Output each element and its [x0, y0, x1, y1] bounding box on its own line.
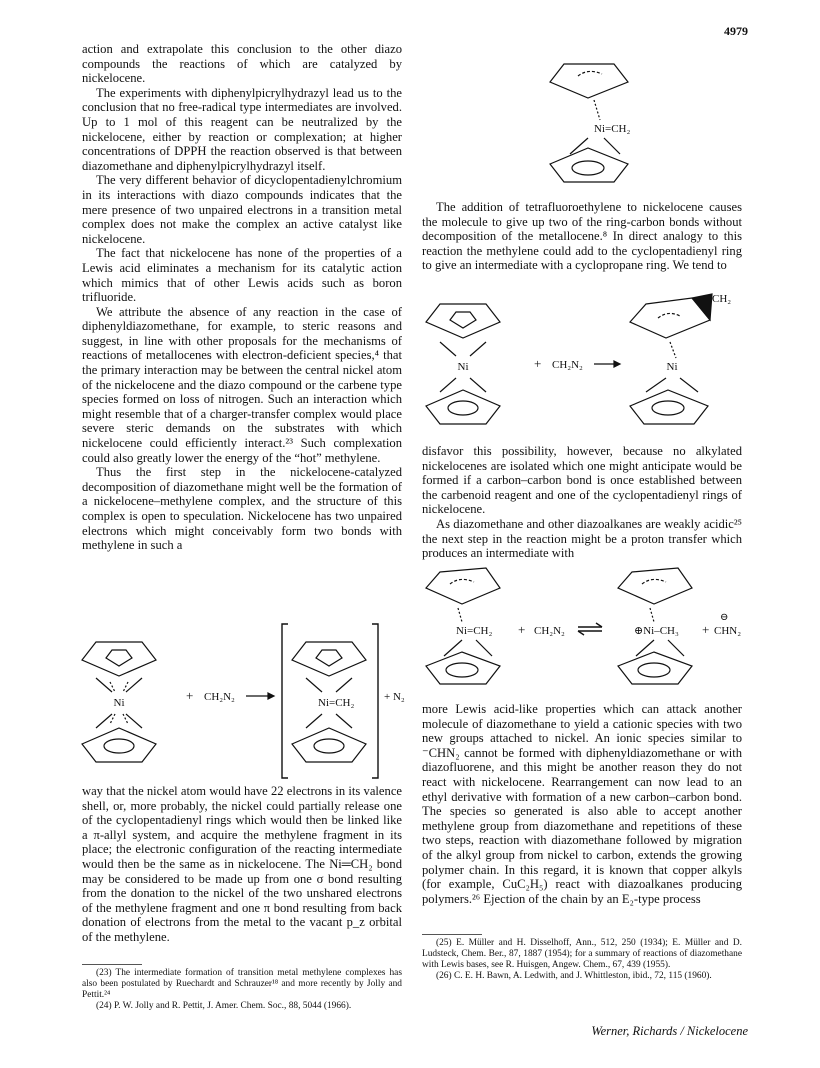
- footnotes-left: [82, 968, 402, 1012]
- paragraph: more Lewis acid-like properties which can attack another molecule of diazomethane to yield a cationic species with two new groups attached to nickel. An ionic species similar to ⁻CHN₂ cannot be formed with diphenyldiazomethane or with diazofluorene, and this might be another reason they do not react with nickelocene. Rearrangement can now lead to an ethyl derivative with formation of a new carbon–carbon bond. The species so generated is also able to accept another methylene group from diazomethane and repetitions of these two steps, reaction with diazomethane followed by migration of the alkyl group from nickel to carbon, extends the growing polymer chain. In this regard, it is known that copper alkyls (for example, CuC₂H₅) react with diazoalkanes producing polymers.²⁶ Ejection of the chain by an E₂-type process: [422, 702, 742, 906]
- ni-methylene-label: Ni=CH₂: [594, 123, 631, 135]
- paragraph: disfavor this possibility, however, because no alkylated nickelocenes are isolated which one might anticipate would be formed if a carbon–carbon bond is once established between the carbenoid reagent and one of the cyclopentadienyl rings of nickelocene.: [422, 444, 742, 517]
- ch2-label: CH₂: [712, 293, 732, 305]
- right-column-para-1: [422, 200, 742, 273]
- paragraph: As diazomethane and other diazoalkanes are weakly acidic²⁵ the next step in the reaction might be a proton transfer which produces an intermediate with: [422, 516, 742, 561]
- paragraph: The addition of tetrafluoroethylene to nickelocene causes the molecule to give up two of the ring-carbon bonds without decomposition of the metallocene.⁸ In direct analogy to this reaction the methylene could add to the cyclopentadienyl ring to give an intermediate with a cyclopropane ring. We tend to: [422, 200, 742, 273]
- plus-sign: +: [534, 356, 542, 371]
- plus-nitrogen: + N₂: [384, 691, 405, 703]
- cyclopropane-intermediate-scheme: [422, 292, 742, 432]
- bracket-right: [372, 624, 378, 778]
- plus-sign: +: [702, 622, 710, 637]
- cyclopropane-ring-structure: [630, 294, 712, 424]
- ni-methylene-structure-figure: [548, 46, 668, 186]
- running-footer: Werner, Richards / Nickelocene: [591, 1024, 748, 1038]
- reaction-scheme-methylene-complex: [82, 622, 405, 780]
- paragraph: We attribute the absence of any reaction in the case of diphenyldiazomethane, for example, to steric reasons and suggest, in line with other proposals for the mechanisms of reactions of metallocenes with electron-deficient species,⁴ that the primary interaction may be between the central nickel atom of the nickelocene and the diazo compound or the carbene type species formed on loss of nitrogen. Such an interaction which might resemble that of a charger-transfer complex would place severe steric demands on the substrates with which nickelocene could efficiently interact.²³ Such complexation could also greatly lower the energy of the “hot” methylene.: [82, 304, 402, 465]
- right-column-para-3: [422, 702, 742, 906]
- diazomethane-label: CH₂N₂: [534, 625, 565, 637]
- plus-sign: +: [186, 688, 194, 703]
- ni-methylene-label: Ni=CH₂: [318, 697, 355, 709]
- paragraph: The fact that nickelocene has none of the properties of a Lewis acid eliminates a mechanism for its catalytic action which mimics that of other Lewis acids such as boron trifluoride.: [82, 246, 402, 305]
- diazomethyl-anion-label: CHN₂: [714, 625, 742, 637]
- left-column-bottom: [82, 784, 402, 945]
- reaction-arrow: [246, 693, 274, 699]
- nickel-label: Ni: [113, 697, 125, 709]
- footnote-rule: [82, 964, 142, 965]
- ni-methylene-label: Ni=CH₂: [456, 625, 493, 637]
- nickel-label: Ni: [457, 361, 469, 373]
- paragraph: way that the nickel atom would have 22 electrons in its valence shell, or, more probably, the nickel could partially release one of the cyclopentadienyl rings which would then be linked like a π-allyl system, and acquire the methylene fragment in its place; the electronic configuration of the reacting intermediate would then be the same as in nickelocene. The Ni═CH₂ bond may be considered to be made up from one σ bond resulting from the donation to the nickel of the two unshared electrons of the methylene fragment and one π bond resulting from back donation of electrons from the metal to the vacant p_z orbital of the methylene.: [82, 784, 402, 944]
- reaction-arrow: [594, 361, 620, 367]
- plus-sign: +: [518, 622, 526, 637]
- right-column-para-2: [422, 444, 742, 561]
- footnotes-right: [422, 938, 742, 982]
- diazomethane-label: CH₂N₂: [204, 691, 235, 703]
- paragraph: Thus the first step in the nickelocene-catalyzed decomposition of diazomethane might well be the formation of a nickelocene–methylene complex, and the structure of this complex is open to speculation. Nickelocene has two unpaired electrons which might conceivably form two bonds with methylene in such a: [82, 465, 402, 553]
- footnote: (23) The intermediate formation of transition metal methylene complexes has also been postulated by Ruechardt and Schrauzer¹⁸ and more recently by Jolly and Pettit.²⁴: [82, 968, 402, 1000]
- footnote-rule: [422, 934, 482, 935]
- anion-charge: ⊖: [720, 612, 729, 623]
- equilibrium-arrows: [578, 623, 602, 635]
- footnote: (26) C. E. H. Bawn, A. Ledwith, and J. Whittleston, ibid., 72, 115 (1960).: [436, 971, 712, 981]
- paragraph: action and extrapolate this conclusion to the other diazo compounds the reactions of which are catalyzed by nickelocene.: [82, 42, 402, 86]
- footnote: (25) E. Müller and H. Disselhoff, Ann., 512, 250 (1934); E. Müller and D. Ludsteck, Chem. Ber., 87, 1887 (1954); for a summary of reactions of diazomethane with Lewis bases, see R. Huisgen, Angew. Chem., 67, 439 (1955).: [422, 938, 742, 970]
- paragraph: The very different behavior of dicyclopentadienylchromium in its interactions with diazo compounds indicates that the mere presence of two unpaired electrons in a transition metal complex does not make the complex an active catalyst like nickelocene.: [82, 173, 402, 246]
- nickel-label: Ni: [666, 361, 678, 373]
- footnote: (24) P. W. Jolly and R. Pettit, J. Amer. Chem. Soc., 88, 5044 (1966).: [96, 1001, 352, 1011]
- left-column-top: [82, 42, 402, 553]
- proton-transfer-scheme: [422, 560, 742, 690]
- page-number: 4979: [724, 24, 748, 38]
- ni-methyl-cation-label: ⊕Ni–CH₃: [634, 625, 679, 637]
- diazomethane-label: CH₂N₂: [552, 359, 583, 371]
- paragraph: The experiments with diphenylpicrylhydrazyl lead us to the conclusion that no free-radical type intermediates are involved. Up to 1 mol of this reagent can be neutralized by the nickelocene, either by reaction or complexation; at higher concentrations of DPPH the reaction observed is that between diazomethane and diphenylpicrylhydrazyl itself.: [82, 85, 402, 173]
- bracket-left: [282, 624, 288, 778]
